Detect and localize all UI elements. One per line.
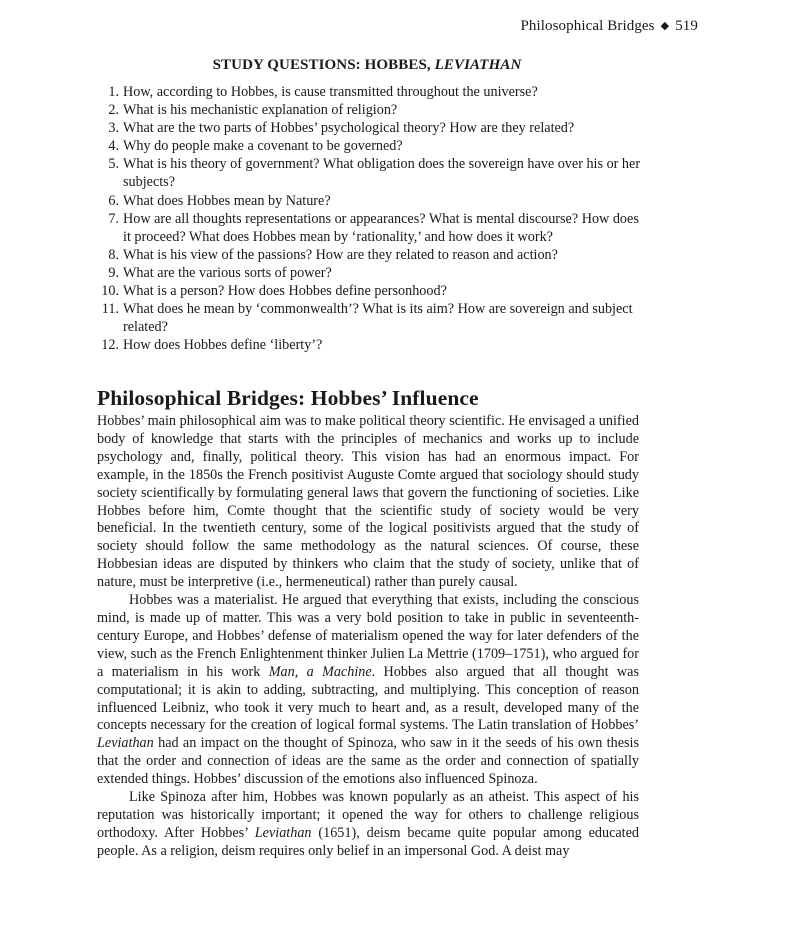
question-item <box>98 336 644 354</box>
question-item <box>98 83 644 101</box>
question-text: How, according to Hobbes, is cause transmitted throughout the universe? <box>123 84 538 100</box>
question-number: 2. <box>108 102 119 119</box>
italic-work-title: Leviathan <box>254 824 312 841</box>
page-number: 519 <box>675 18 698 34</box>
diamond-separator-icon: ◆ <box>660 20 670 32</box>
study-questions-title <box>0 57 734 74</box>
running-title: Philosophical Bridges <box>520 18 655 34</box>
question-number: 7. <box>108 210 119 227</box>
question-number: 3. <box>108 120 119 137</box>
question-number: 5. <box>108 156 119 173</box>
running-head <box>520 18 698 35</box>
question-number: 10. <box>101 283 119 300</box>
question-item <box>98 246 644 264</box>
question-number: 6. <box>108 192 119 209</box>
question-item <box>98 101 644 119</box>
study-questions-title-text: STUDY QUESTIONS: HOBBES, <box>212 57 435 73</box>
question-text: What is a person? How does Hobbes define personhood? <box>123 283 447 300</box>
question-text: What is his view of the passions? How are they related to reason and action? <box>123 246 558 263</box>
section-body <box>97 413 639 861</box>
question-text: What does Hobbes mean by Nature? <box>123 192 331 209</box>
study-questions-title-work: LEVIATHAN <box>434 57 522 73</box>
question-text: What does he mean by ‘commonwealth’? What is its aim? How are sovereign and subject related? <box>123 301 633 336</box>
paragraph-3: Like Spinoza after him, Hobbes was known popularly as an atheist. This aspect of his reputation was historically important; it opened the way for others to challenge religious orthodoxy. After Hobbes’ Leviathan (1651), deism became quite popular among educated people. As a religion, deism requires only belief in an impersonal God. A deist may <box>97 789 639 859</box>
question-number: 8. <box>108 246 119 263</box>
question-item <box>98 137 644 155</box>
paragraph-2: Hobbes was a materialist. He argued that everything that exists, including the conscious mind, is made up of matter. This was a very bold position to take in public in seventeenth-century Europe, and Hobbes’ defense of materialism opened the way for later defenders of the view, such as the French Enlightenment thinker Julien La Mettrie (1709–1751), who argued for a materialism in his work Man, a Machine. Hobbes also argued that all thought was computational; it is akin to adding, subtracting, and multiplying. This conception of reason influenced Leibniz, who took it very much to heart and, as a result, developed many of the concepts necessary for the creation of logical formal systems. The Latin translation of Hobbes’ Leviathan had an impact on the thought of Spinoza, who saw in it the seeds of his own thesis that the order and connection of ideas are the same as the order and connection of spatially extended things. Hobbes’ discussion of the emotions also influenced Spinoza. <box>97 592 639 788</box>
paragraph-1: Hobbes’ main philosophical aim was to make political theory scientific. He envisaged a unified body of knowledge that starts with the principles of mechanics and works up to include psychology and, finally, political theory. This vision has had an enormous impact. For example, in the 1850s the French positivist Auguste Comte argued that sociology should study society scientifically by formulating general laws that govern the functioning of societies. Like Hobbes before him, Comte thought that the scientific study of society would be very beneficial. In the twentieth century, some of the logical positivists argued that the study of society should follow the same methodology as the natural sciences. Of course, these Hobbesian ideas are disputed by thinkers who claim that the study of society, unlike that of nature, must be interpretive (i.e., hermeneutical) rather than purely causal. <box>97 413 639 591</box>
question-text: Why do people make a covenant to be governed? <box>123 138 403 155</box>
question-number: 9. <box>108 264 119 281</box>
question-text: What are the various sorts of power? <box>123 264 332 281</box>
question-number: 4. <box>108 138 119 155</box>
question-item <box>98 300 644 336</box>
question-item <box>98 282 644 300</box>
italic-work-title: Man, a Machine <box>268 663 372 680</box>
question-text: What is his mechanistic explanation of religion? <box>123 102 398 119</box>
question-text: What is his theory of government? What obligation does the sovereign have over his or her subjects? <box>123 156 641 191</box>
question-text: What are the two parts of Hobbes’ psychological theory? How are they related? <box>123 120 575 137</box>
question-text: How does Hobbes define ‘liberty’? <box>123 337 323 354</box>
question-item <box>98 155 644 191</box>
question-number: 12. <box>101 337 119 354</box>
question-text: How are all thoughts representations or appearances? What is mental discourse? How does it proceed? What does Hobbes mean by ‘rationality,’ and how does it work? <box>123 210 639 245</box>
question-item <box>98 192 644 210</box>
question-number: 1. <box>108 84 119 100</box>
question-item <box>98 119 644 137</box>
italic-work-title: Leviathan <box>97 735 154 752</box>
question-item <box>98 264 644 282</box>
question-item <box>98 210 644 246</box>
section-heading: Philosophical Bridges: Hobbes’ Influence <box>97 386 479 410</box>
question-number: 11. <box>101 301 119 318</box>
study-questions-list <box>98 83 644 354</box>
